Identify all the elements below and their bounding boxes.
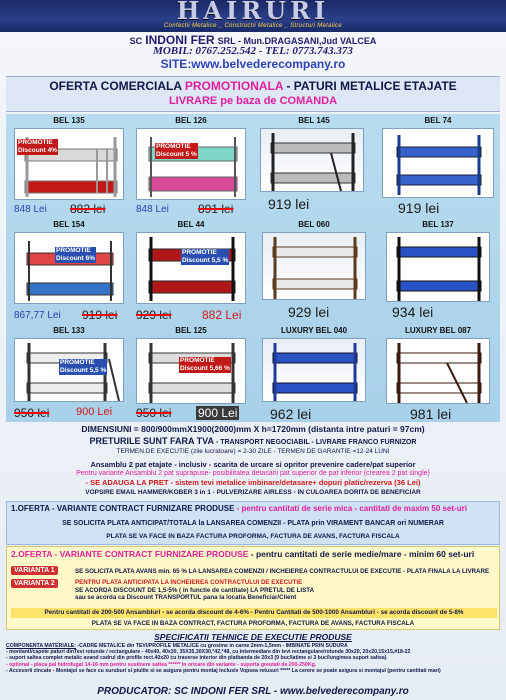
option-1-title-detail: - pentru cantitati de serie mica - cantitati de maxim 50 set-uri	[236, 504, 467, 513]
product-name: BEL 74	[424, 116, 452, 125]
prices-no-vat: PRETURILE SUNT FARA TVA	[89, 436, 214, 446]
product-photo	[136, 128, 246, 200]
bunk-bed-image	[387, 339, 490, 404]
product-photo	[14, 128, 124, 200]
product-photo	[262, 232, 366, 300]
product-old-price: 891 lei	[198, 202, 234, 216]
product-old-price: 929 lei	[136, 308, 172, 322]
product-name: BEL 135	[53, 116, 85, 125]
terms-line	[6, 448, 500, 455]
product-name: LUXURY BEL 040	[280, 326, 348, 335]
product-photo	[14, 232, 124, 304]
product-card[interactable]	[132, 220, 250, 322]
volume-discount: Pentru cantitati de 200-500 Ansambluri - se acorda discount de 4-6% - Pentru Cantitati de 500-1000 Ansambluri - se acorda discount de 5-8%	[11, 608, 497, 618]
product-card[interactable]	[378, 220, 498, 322]
paint-info: VOPSIRE EMAIL HAMMER/KOBER 3 in 1 - PULVERIZARE AIRLESS - IN CULOAREA DORITA DE BENEFICIAR	[85, 489, 421, 496]
product-price: 848 Lei	[136, 204, 169, 215]
assembly-line-1: Ansamblu 2 pat etajate - inclusiv - scarita de urcare si opritor prevenire cadere/pat superior	[90, 460, 416, 469]
specs-materials: -CADRE METALICE din TEVI/PROFILE METALICE cu grosime in carne 2mm-1,5mm - IMBINATE PRIN SUDURA	[77, 643, 348, 649]
option-2-title-main: 2.OFERTA - VARIANTE CONTRACT FURNIZARE PRODUSE	[11, 549, 249, 559]
bunk-bed-image	[383, 129, 494, 198]
product-name: BEL 44	[177, 220, 205, 229]
promo-badge: PROMOTIE Discount 6%	[56, 247, 96, 262]
specs-label: COMPONENTA MATERIALE:	[6, 643, 76, 649]
product-price: 981 lei	[410, 406, 452, 422]
product-photo	[260, 128, 364, 192]
company-prefix: SC	[129, 36, 143, 46]
product-card[interactable]	[132, 326, 250, 422]
term-execution: TERMEN DE EXECUTIE (zile lucratoare) = 2-30 ZILE	[116, 448, 272, 455]
offer-title	[6, 77, 500, 95]
option-1-title	[11, 504, 467, 513]
promo-badge: PROMOTIE Discount 5,5 %	[60, 359, 107, 374]
footer: PRODUCATOR: SC INDONI FER SRL - www.belvederecompany.ro	[97, 686, 409, 697]
product-name: BEL 125	[175, 326, 207, 335]
bunk-bed-image	[137, 233, 246, 304]
product-price: 919 lei	[268, 196, 310, 212]
option-2-title	[11, 549, 474, 559]
variant-1-badge: VARIANTA 1	[11, 566, 58, 575]
product-price: 929 lei	[288, 304, 330, 320]
product-photo	[386, 338, 490, 404]
specs-line-5: - Accesorii zincate - Montajul se face cu suruburi si piulite si se asigura pentru montaj inclusiv Vopsea retusuri ***** La cerere se poate asigura si montajul (pentru cantitati mari)	[6, 667, 441, 674]
specs-line-3: - suport saltea complet metalic avand cadrul din profile rect.40x20 cu traverse interior din platbanda de 20x3 (9 buc/latime si 3 buc/lungimea suport saltea)	[6, 655, 387, 662]
promo-badge: PROMOTIE Discount 4%	[18, 139, 58, 154]
option-1-title-main: 1.OFERTA - VARIANTE CONTRACT FURNIZARE PRODUSE	[11, 504, 235, 513]
product-photo	[386, 232, 490, 302]
product-card[interactable]	[254, 220, 374, 322]
option-2-box	[6, 546, 500, 630]
product-card[interactable]	[10, 326, 128, 422]
product-old-price: 950 lei	[14, 406, 50, 420]
product-name: BEL 145	[298, 116, 330, 125]
company-address: SRL - Mun.DRAGASANI,Jud VALCEA	[217, 36, 377, 46]
product-name: BEL 133	[53, 326, 85, 335]
product-price: 962 lei	[270, 406, 312, 422]
offer-subtitle: LIVRARE pe baza de COMANDA	[168, 95, 338, 107]
product-name: LUXURY BEL 087	[404, 326, 472, 335]
bunk-bed-image	[387, 233, 490, 302]
assembly-line-2: Pentru variante Ansamblu 2 pat suprapuse- posibilitatea detasarii pat superior de pat inferior (crearea 2 pat single)	[76, 470, 430, 477]
promo-badge: PROMOTIE Discount 5 %	[156, 143, 197, 158]
product-old-price: 950 lei	[136, 406, 172, 420]
product-card[interactable]	[254, 326, 374, 422]
option-2-title-detail: - pentru cantitati de serie medie/mare - minim 60 set-uri	[250, 549, 475, 559]
logo-tagline: Confectii Metalice _ Constructii Metalice _ Structuri Metalice	[164, 23, 342, 29]
product-name: BEL 137	[422, 220, 454, 229]
option-2-invoice: PLATA SE VA FACE IN BAZA CONTRACT, FACTURA PROFORMA, FACTURA DE AVANS, FACTURA FISCALA	[91, 620, 415, 627]
offer-title-start: OFERTA COMERCIALA	[49, 79, 182, 93]
product-price: 867,77 Lei	[14, 310, 61, 321]
specs-block	[6, 643, 500, 685]
specs-title: SPECIFICATII TEHNICE DE EXECUTIE PRODUSE	[154, 632, 352, 642]
offer-title-promo: PROMOTIONALA	[184, 79, 284, 93]
site-link[interactable]: SITE:www.belvederecompany.ro	[160, 57, 346, 71]
product-price: 919 lei	[398, 200, 440, 216]
specs-line-2: - montanti/capete paturi dinTevi rotunde / rectangulare - 40x40, 40x30, 35X35,30X30,*42,*48, cu intermediare din tevi rectangulare/rotunde 30x20, 20x20,15x15,#18-22	[6, 649, 411, 656]
product-card[interactable]	[378, 116, 498, 216]
product-old-price: 919 lei	[82, 308, 118, 322]
product-price: 934 lei	[392, 304, 434, 320]
product-photo	[136, 232, 246, 304]
offer-banner	[6, 76, 500, 112]
variant-2-line-3: sau se acorda ca Discount TRANSPORTUL pana la locatia Beneficiar/Client	[75, 594, 297, 601]
bunk-bed-image	[15, 233, 124, 304]
option-1-invoice: PLATA SE VA FACE IN BAZA FACTURA PROFORMA, FACTURA DE AVANS, FACTURA FISCALA	[106, 533, 400, 540]
product-price: 882 Lei	[202, 308, 242, 322]
variant-2-line-1: PENTRU PLATA ANTICIPATA LA INCHEIEREA CONTRACTULUI DE EXECUTIE	[75, 579, 303, 586]
product-card[interactable]	[254, 116, 374, 216]
product-card[interactable]	[378, 326, 498, 422]
option-1-payment: SE SOLICITA PLATA ANTICIPAT/TOTALA la LANSAREA COMENZII - PLATA prin VIRAMENT BANCAR ori NUMERAR	[62, 520, 444, 527]
product-name: BEL 060	[298, 220, 330, 229]
variant-2-text	[75, 579, 495, 602]
product-name: BEL 154	[53, 220, 85, 229]
promo-badge: PROMOTIE Discount 5,5 %	[182, 249, 229, 264]
dimensions: DIMENSIUNI = 800/900mmX1900(2000)mm X h=1720mm (distanta intre paturi = 97cm)	[81, 424, 425, 434]
product-photo	[14, 338, 124, 402]
product-card[interactable]	[132, 116, 250, 216]
variant-2-line-2: SE ACORDA DISCOUNT DE 1,5-5% ( in functie de cantitate) LA PRETUL DE LISTA	[75, 586, 315, 594]
product-price: 900 Lei	[198, 406, 238, 420]
logo-banner	[0, 0, 506, 32]
product-photo	[262, 338, 366, 402]
product-card[interactable]	[10, 220, 128, 322]
product-photo	[136, 338, 246, 404]
product-name: BEL 126	[175, 116, 207, 125]
offer-title-end: - PATURI METALICE ETAJATE	[286, 79, 457, 93]
product-photo	[382, 128, 494, 198]
product-grid	[6, 114, 500, 422]
bunk-bed-image	[263, 233, 366, 300]
assembly-info	[6, 460, 500, 487]
prices-line	[6, 436, 500, 446]
option-1-box	[6, 501, 500, 545]
product-card[interactable]	[10, 116, 128, 216]
assembly-line-3: - SE ADAUGA LA PRET - sistem tevi metalice imbinare/detasare+ dopuri platic/rezerva (36 Lei)	[85, 478, 421, 487]
logo-text: HAIRURI	[176, 0, 330, 25]
promo-badge: PROMOTIE Discount 5,66 %	[180, 357, 230, 372]
bunk-bed-image	[261, 129, 364, 192]
product-price: 848 Lei	[14, 204, 47, 215]
bunk-bed-image	[263, 339, 366, 402]
variant-1-text: SE SOLICITA PLATA AVANS min. 65 % LA LANSAREA COMENZII / INCHEIEREA CONTRACTULUI DE EXECUTIE - PLATA FINALA LA LIVRARE	[75, 568, 490, 575]
bunk-bed-image	[137, 129, 246, 200]
specs-line-4: - optional - placa pal hidrofugat 14-16 mm pentru sustinere saltea ****** In oricare din variante - suporta greutati de 200-250Kg.	[6, 661, 317, 668]
product-old-price: 882 lei	[70, 202, 106, 216]
term-warranty: - TERMEN DE GARANTIE =12-24 LUNI	[273, 448, 390, 455]
company-name: INDONI FER	[145, 33, 215, 47]
transport-info: - TRANSPORT NEGOCIABIL - LIVRARE FRANCO FURNIZOR	[215, 439, 417, 446]
phones: MOBIL: 0767.252.542 - TEL: 0773.743.373	[153, 45, 353, 57]
variant-2-badge: VARIANTA 2	[11, 579, 58, 588]
product-price: 900 Lei	[76, 406, 113, 418]
